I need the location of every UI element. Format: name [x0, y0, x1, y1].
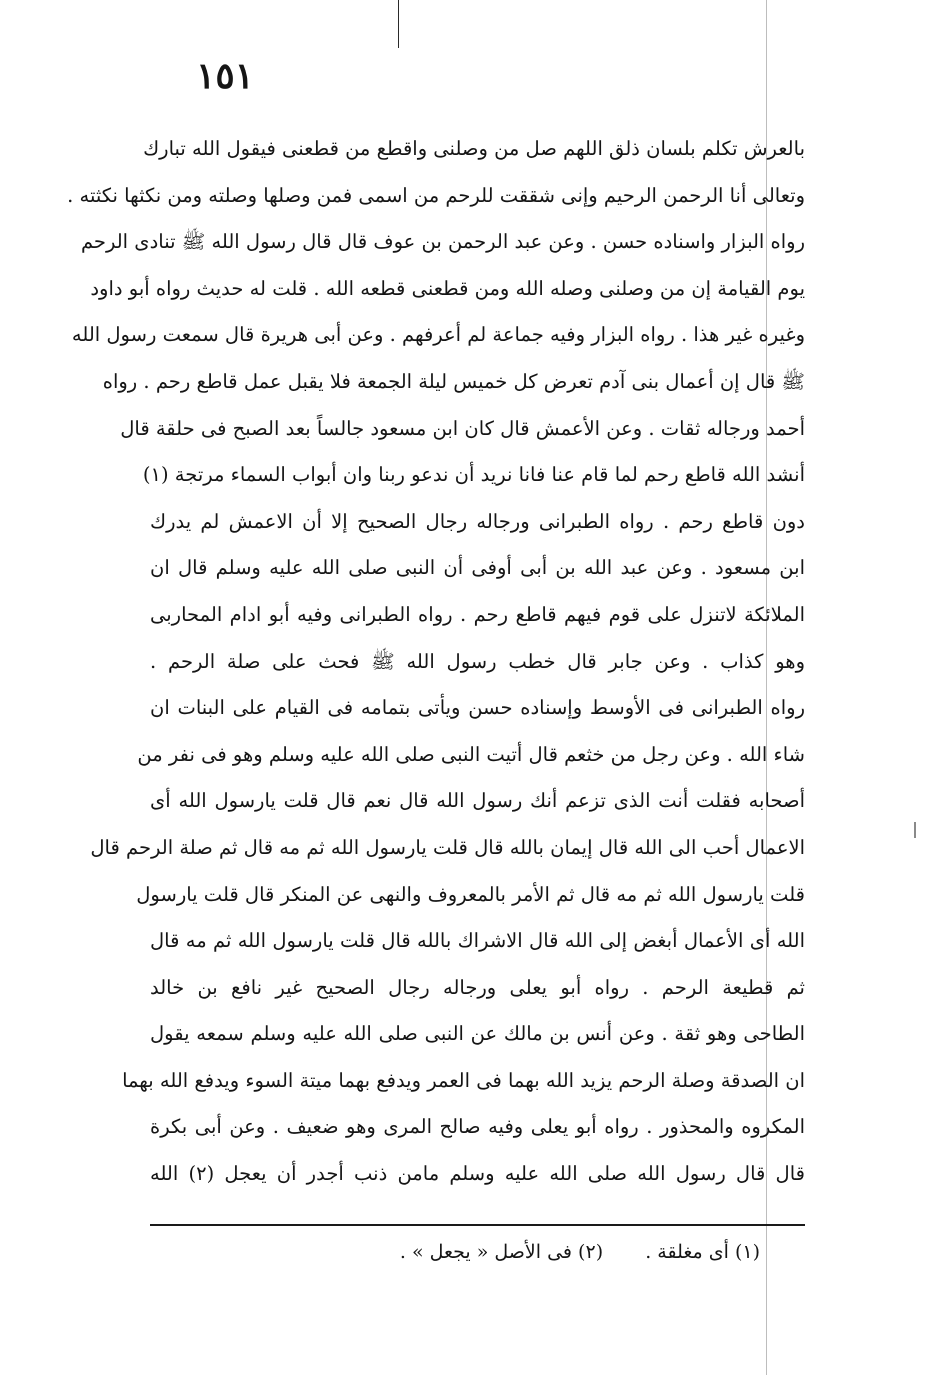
text-line: دون قاطع رحم . رواه الطبرانى ورجاله رجال الصحيح إلا أن الاعمش لم يدرك	[150, 509, 805, 533]
text-line: وهو كذاب . وعن جابر قال خطب رسول الله ﷺ فحث على صلة الرحم .	[150, 649, 805, 673]
text-line: وغيره غير هذا . رواه البزار وفيه جماعة لم أعرفهم . وعن أبى هريرة قال سمعت رسول الله	[71, 323, 805, 347]
footnote-1: (١) أى مغلقة .	[645, 1241, 760, 1263]
text-line: الله أى الأعمال أبغض إلى الله قال الاشراك بالله قال قلت يارسول الله ثم مه قال	[150, 929, 805, 953]
text-line: ابن مسعود . وعن عبد الله بن أبى أوفى أن النبى صلى الله عليه وسلم قال ان	[150, 556, 805, 580]
scan-artifact-mark	[914, 822, 916, 838]
text-line: رواه البزار واسناده حسن . وعن عبد الرحمن بن عوف قال قال رسول الله ﷺ تنادى الرحم	[80, 230, 805, 254]
text-line: الملائكة لاتنزل على قوم فيهم قاطع رحم . رواه الطبرانى وفيه أبو ادام المحاربى	[150, 602, 805, 626]
footnote-2: (٢) فى الأصل « يجعل » .	[399, 1241, 604, 1263]
page-number: ١٥١	[195, 55, 254, 97]
text-line: ﷺ قال إن أعمال بنى آدم تعرض كل خميس ليلة الجمعة فلا يقبل عمل قاطع رحم . رواه	[102, 369, 805, 393]
scan-artifact-line	[398, 0, 399, 48]
text-line: قلت يارسول الله ثم مه قال ثم الأمر بالمعروف والنهى عن المنكر قال قلت يارسول	[136, 882, 805, 906]
text-line: الاعمال أحب الى الله قال إيمان بالله قال قلت يارسول الله ثم مه قال ثم صلة الرحم قال	[90, 835, 805, 859]
text-line: يوم القيامة إن من وصلنى وصله الله ومن قطعنى قطعه الله . قلت له حديث رواه أبو داود	[90, 276, 805, 300]
text-line: رواه الطبرانى فى الأوسط وإسناده حسن ويأتى بتمامه فى القيام على البنات ان	[150, 696, 805, 720]
text-line: بالعرش تكلم بلسان ذلق اللهم صل من وصلنى واقطع من قطعنى فيقول الله تبارك	[143, 137, 805, 160]
text-line: وتعالى أنا الرحمن الرحيم وإنى شققت للرحم من اسمى فمن وصلها وصلته ومن نكثها نكثته .	[67, 183, 805, 207]
text-line: ثم قطيعة الرحم . رواه أبو يعلى ورجاله رجال الصحيح غير نافع بن خالد	[150, 975, 805, 999]
text-line: الطاحى وهو ثقة . وعن أنس بن مالك عن النبى صلى الله عليه وسلم سمعه يقول	[150, 1022, 805, 1046]
text-line: شاء الله . وعن رجل من خثعم قال أتيت النبى صلى الله عليه وسلم وهو فى نفر من	[137, 742, 805, 766]
text-line: أحمد ورجاله ثقات . وعن الأعمش قال كان ابن مسعود جالساً بعد الصبح فى حلقة قال	[120, 416, 805, 440]
text-line: قال قال رسول الله صلى الله عليه وسلم مامن ذنب أجدر أن يعجل (٢) الله	[150, 1162, 805, 1186]
text-line: ان الصدقة وصلة الرحم يزيد الله بهما فى العمر ويدفع بهما ميتة السوء ويدفع الله بهما	[122, 1068, 805, 1092]
text-line: أنشد الله قاطع رحم لما قام عنا فانا نريد أن ندعو ربنا وان أبواب السماء مرتجة (١)	[142, 463, 805, 487]
text-line: أصحابه فقلت أنت الذى تزعم أنك رسول الله قال نعم قال قلت يارسول الله أى	[150, 789, 805, 813]
footnotes	[360, 1234, 760, 1270]
footnote-divider	[150, 1224, 805, 1226]
text-line: المكروه والمحذور . رواه أبو يعلى وفيه صالح المرى وهو ضعيف . وعن أبى بكرة	[150, 1115, 805, 1139]
body-text	[67, 126, 805, 1216]
